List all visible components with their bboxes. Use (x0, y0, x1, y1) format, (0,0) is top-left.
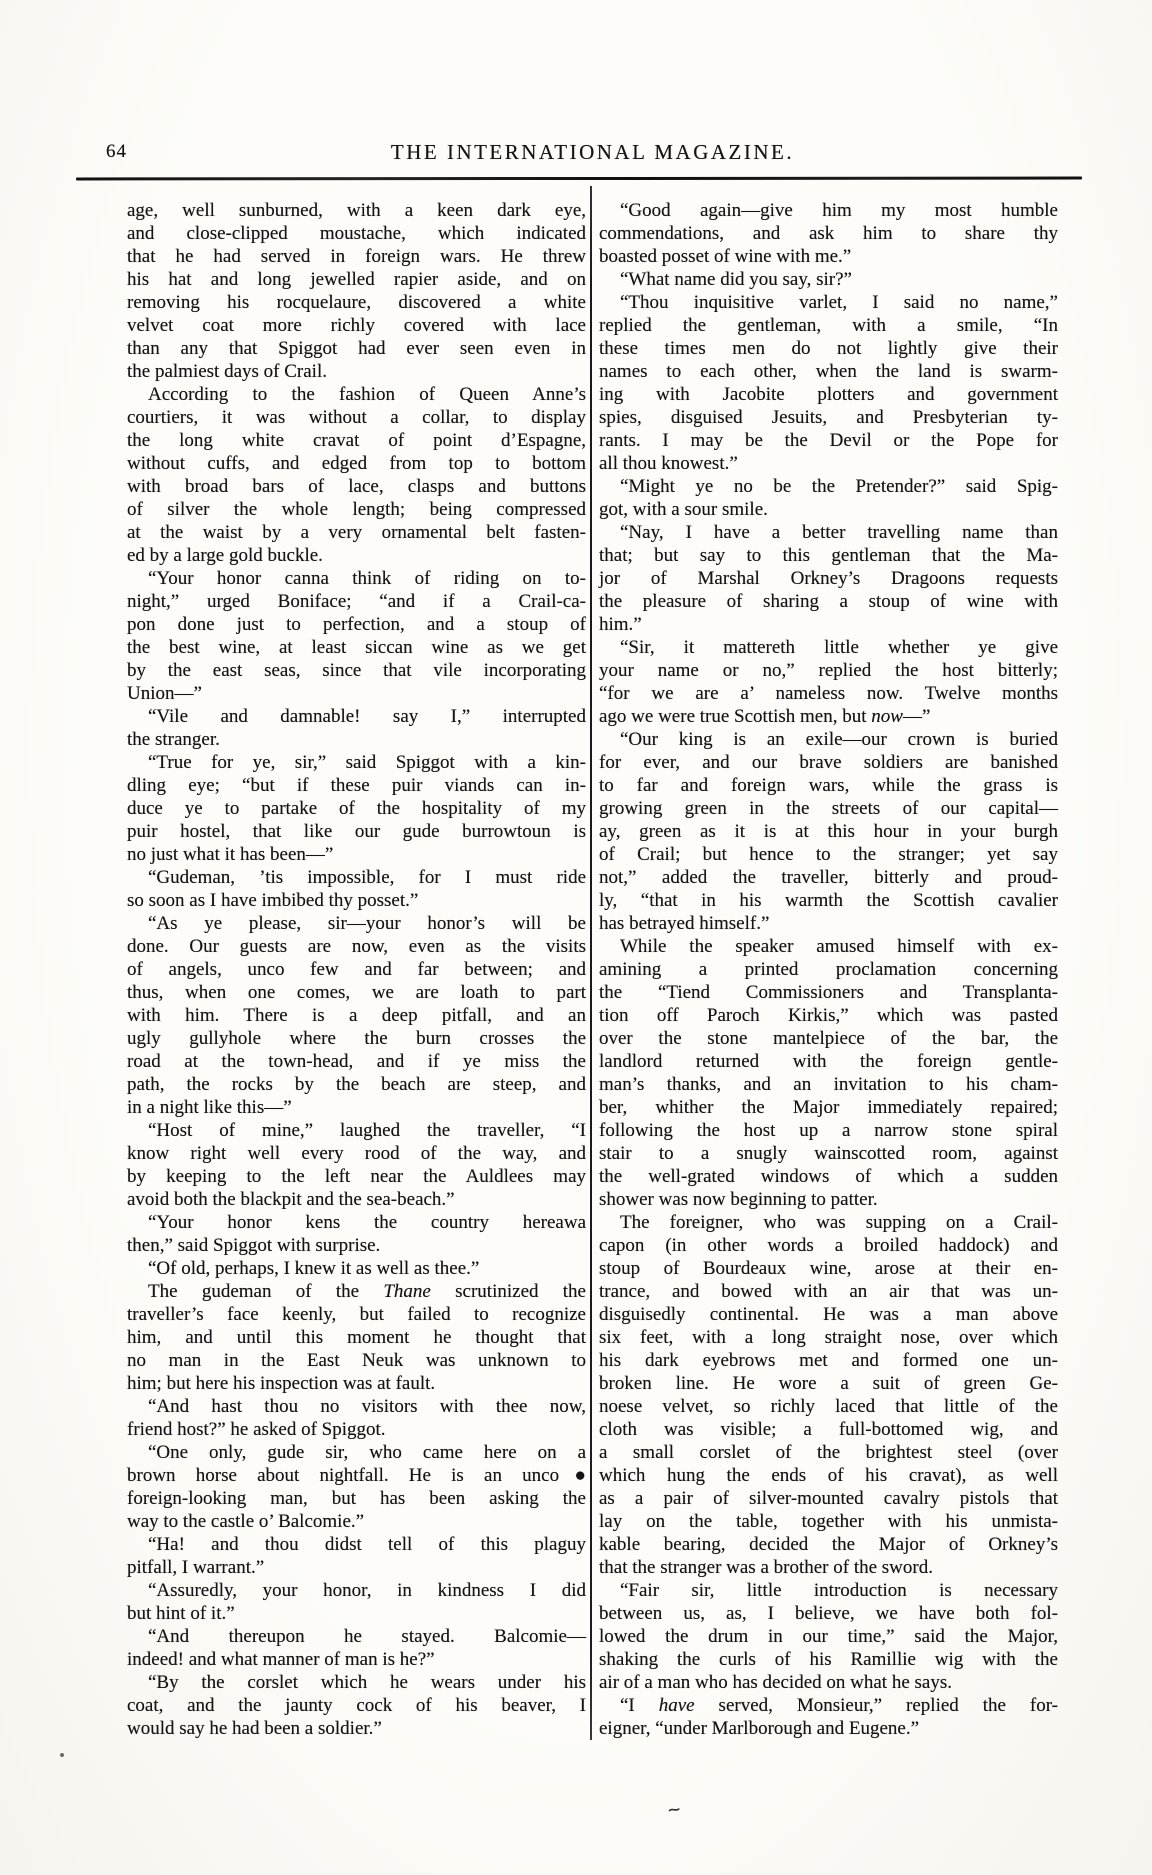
text-line: road at the town-head, and if ye miss the (127, 1051, 586, 1072)
text-line: him.” (599, 614, 642, 635)
text-line: duce ye to partake of the hospitality of my (127, 798, 586, 819)
text-line: coat, and the jaunty cock of his beaver, I (127, 1695, 586, 1716)
text-line: his dark eyebrows met and formed one un- (599, 1350, 1058, 1371)
text-line: eigner, “under Marlborough and Eugene.” (599, 1718, 920, 1739)
text-line: “Might ye no be the Pretender?” said Spig- (620, 476, 1058, 497)
text-line: by the east seas, since that vile incorporating (127, 660, 586, 681)
text-line: According to the fashion of Queen Anne’s (148, 384, 586, 405)
text-line: boasted posset of wine with me.” (599, 246, 852, 267)
text-line: “Of old, perhaps, I knew it as well as thee.” (148, 1258, 480, 1279)
ink-dot (60, 1753, 64, 1757)
text-line: velvet coat more richly covered with lace (127, 315, 586, 336)
text-line: lowed the drum in our time,” said the Major, (599, 1626, 1058, 1647)
text-line: growing green in the streets of our capital— (599, 798, 1058, 819)
text-line: landlord returned with the foreign gentle- (599, 1051, 1058, 1072)
text-line: pon done just to perfection, and a stoup of (127, 614, 586, 635)
text-line: to far and foreign wars, while the grass is (599, 775, 1058, 796)
text-line: “Our king is an exile—our crown is buried (620, 729, 1058, 750)
text-line: “By the corslet which he wears under his (148, 1672, 586, 1693)
text-line: ly, “that in his warmth the Scottish cavalier (599, 890, 1058, 911)
text-line: “Ha! and thou didst tell of this plaguy (148, 1534, 586, 1555)
text-line: tion off Paroch Kirkis,” which was pasted (599, 1005, 1058, 1026)
text-line: following the host up a narrow stone spiral (599, 1120, 1058, 1141)
text-line: for ever, and our brave soldiers are banished (599, 752, 1058, 773)
text-line: foreign-looking man, but has been asking the (127, 1488, 586, 1509)
text-line: broken line. He wore a suit of green Ge- (599, 1373, 1058, 1394)
text-line: would say he had been a soldier.” (127, 1718, 382, 1739)
text-line: ed by a large gold buckle. (127, 545, 323, 566)
text-line: “for we are a’ nameless now. Twelve months (599, 683, 1058, 704)
text-line: not,” added the traveller, bitterly and proud- (599, 867, 1058, 888)
text-line: traveller’s face keenly, but failed to recognize (127, 1304, 586, 1325)
text-line: by keeping to the left near the Auldlees may (127, 1166, 586, 1187)
text-line: him; but here his inspection was at fault. (127, 1373, 436, 1394)
text-line: got, with a sour smile. (599, 499, 768, 520)
text-line: “What name did you say, sir?” (620, 269, 852, 290)
text-line: shower was now beginning to patter. (599, 1189, 878, 1210)
ink-smudge: ~ (666, 1801, 683, 1819)
text-line: The foreigner, who was supping on a Crail- (620, 1212, 1058, 1233)
text-line: amining a printed proclamation concerning (599, 959, 1058, 980)
text-line: no just what it has been—” (127, 844, 334, 865)
text-line: ago we were true Scottish men, but now—” (599, 706, 931, 727)
text-line: but hint of it.” (127, 1603, 235, 1624)
text-line: no man in the East Neuk was unknown to (127, 1350, 586, 1371)
text-line: with broad bars of lace, clasps and buttons (127, 476, 586, 497)
magazine-title: THE INTERNATIONAL MAGAZINE. (390, 140, 795, 164)
text-line: stoup of Bourdeaux wine, arose at their en- (599, 1258, 1058, 1279)
text-line: “And thereupon he stayed. Balcomie— (148, 1626, 586, 1647)
page-number: 64 (106, 141, 127, 162)
text-line: your name or no,” replied the host bitterly; (599, 660, 1058, 681)
text-line: that he had served in foreign wars. He threw (127, 246, 586, 267)
text-line: names to each other, when the land is swarm- (599, 361, 1058, 382)
text-line: the well-grated windows of which a sudden (599, 1166, 1058, 1187)
text-line: a small corslet of the brightest steel (over (599, 1442, 1058, 1463)
text-line: indeed! and what manner of man is he?” (127, 1649, 435, 1670)
text-line: rants. I may be the Devil or the Pope for (599, 430, 1058, 451)
text-line: “And hast thou no visitors with thee now, (148, 1396, 586, 1417)
text-line: avoid both the blackpit and the sea-beach.” (127, 1189, 455, 1210)
text-line: which hung the ends of his cravat), as well (599, 1465, 1058, 1486)
text-line: these times men do not lightly give their (599, 338, 1058, 359)
text-line: “Your honor canna think of riding on to- (148, 568, 586, 589)
text-line: “I have served, Monsieur,” replied the for- (620, 1695, 1058, 1716)
right-column (599, 199, 1058, 1740)
text-line: While the speaker amused himself with ex- (620, 936, 1058, 957)
text-line: “Nay, I have a better travelling name than (620, 522, 1058, 543)
text-line: Union—” (127, 683, 202, 704)
text-line: night,” urged Boniface; “and if a Crail-ca- (127, 591, 586, 612)
text-line: “Host of mine,” laughed the traveller, “I (148, 1120, 586, 1141)
text-line: “True for ye, sir,” said Spiggot with a kin- (148, 752, 586, 773)
text-line: of Crail; but hence to the stranger; yet say (599, 844, 1058, 865)
text-line: way to the castle o’ Balcomie.” (127, 1511, 365, 1532)
text-line: cloth was visible; a full-bottomed wig, and (599, 1419, 1058, 1440)
text-line: than any that Spiggot had ever seen even in (127, 338, 586, 359)
text-line: all thou knowest.” (599, 453, 738, 474)
text-line: pitfall, I warrant.” (127, 1557, 265, 1578)
text-line: that; but say to this gentleman that the Ma- (599, 545, 1058, 566)
text-line: path, the rocks by the beach are steep, and (127, 1074, 586, 1095)
text-line: the “Tiend Commissioners and Transplanta- (599, 982, 1058, 1003)
text-line: trance, and bowed with an air that was un- (599, 1281, 1058, 1302)
text-line: “As ye please, sir—your honor’s will be (148, 913, 586, 934)
text-line: with him. There is a deep pitfall, and an (127, 1005, 586, 1026)
text-line: over the stone mantelpiece of the bar, the (599, 1028, 1058, 1049)
text-line: “Gudeman, ’tis impossible, for I must ride (148, 867, 586, 888)
text-line: man’s thanks, and an invitation to his cham- (599, 1074, 1058, 1095)
text-line: at the waist by a very ornamental belt fasten- (127, 522, 586, 543)
text-line: the stranger. (127, 729, 220, 750)
text-line: his hat and long jewelled rapier aside, and on (127, 269, 586, 290)
text-line: done. Our guests are now, even as the visits (127, 936, 586, 957)
text-line: ing with Jacobite plotters and government (599, 384, 1058, 405)
text-line: “One only, gude sir, who came here on a (148, 1442, 586, 1463)
text-line: the pleasure of sharing a stoup of wine with (599, 591, 1058, 612)
text-line: that the stranger was a brother of the sword. (599, 1557, 933, 1578)
text-line: puir hostel, that like our gude burrowtoun is (127, 821, 586, 842)
left-column (127, 199, 586, 1740)
text-line: “Your honor kens the country hereawa (148, 1212, 586, 1233)
text-line: the palmiest days of Crail. (127, 361, 327, 382)
text-line: thus, when one comes, we are loath to part (127, 982, 586, 1003)
text-line: ugly gullyhole where the burn crosses the (127, 1028, 586, 1049)
text-line: six feet, with a long straight nose, over which (599, 1327, 1058, 1348)
text-line: “Vile and damnable! say I,” interrupted (148, 706, 586, 727)
text-line: replied the gentleman, with a smile, “In (599, 315, 1058, 336)
text-line: noese velvet, so richly laced that little of the (599, 1396, 1058, 1417)
text-line: know right well every rood of the way, and (127, 1143, 586, 1164)
text-line: friend host?” he asked of Spiggot. (127, 1419, 386, 1440)
text-line: capon (in other words a broiled haddock) and (599, 1235, 1058, 1256)
text-line: stair to a snugly wainscotted room, against (599, 1143, 1058, 1164)
text-line: so soon as I have imbibed thy posset.” (127, 890, 419, 911)
text-line: “Good again—give him my most humble (620, 200, 1058, 221)
text-line: ay, green as it is at this hour in your burgh (599, 821, 1058, 842)
text-line: “Sir, it mattereth little whether ye give (620, 637, 1058, 658)
text-line: courtiers, it was without a collar, to display (127, 407, 586, 428)
text-line: between us, as, I believe, we have both fol- (599, 1603, 1058, 1624)
text-line: jor of Marshal Orkney’s Dragoons requests (599, 568, 1058, 589)
text-line: spies, disguised Jesuits, and Presbyterian ty- (599, 407, 1058, 428)
text-line: kable bearing, decided the Major of Orkney’s (599, 1534, 1058, 1555)
text-line: removing his rocquelaure, discovered a white (127, 292, 586, 313)
text-line: “Thou inquisitive varlet, I said no name,” (620, 292, 1058, 313)
text-line: air of a man who has decided on what he says. (599, 1672, 952, 1693)
text-line: in a night like this—” (127, 1097, 292, 1118)
text-line: “Fair sir, little introduction is necessary (620, 1580, 1058, 1601)
text-line: dling eye; “but if these puir viands can in- (127, 775, 586, 796)
text-line: commendations, and ask him to share thy (599, 223, 1058, 244)
text-line: “Assuredly, your honor, in kindness I did (148, 1580, 586, 1601)
text-line: disguisedly continental. He was a man above (599, 1304, 1058, 1325)
text-line: the best wine, at least siccan wine as we get (127, 637, 586, 658)
text-line: of silver the whole length; being compressed (127, 499, 586, 520)
text-line: shaking the curls of his Ramillie wig with the (599, 1649, 1058, 1670)
text-line: without cuffs, and edged from top to bottom (127, 453, 586, 474)
text-line: of angels, unco few and far between; and (127, 959, 586, 980)
text-line: and close-clipped moustache, which indicated (127, 223, 586, 244)
text-line: The gudeman of the Thane scrutinized the (148, 1281, 586, 1302)
column-divider (590, 186, 592, 1740)
header-rule (76, 177, 1082, 181)
text-line: ber, whither the Major immediately repaired; (599, 1097, 1058, 1118)
text-line: age, well sunburned, with a keen dark eye, (127, 200, 586, 221)
text-line: as a pair of silver-mounted cavalry pistols that (599, 1488, 1058, 1509)
text-line: then,” said Spiggot with surprise. (127, 1235, 381, 1256)
text-line: has betrayed himself.” (599, 913, 770, 934)
text-line: lay on the table, together with his unmista- (599, 1511, 1058, 1532)
text-line: the long white cravat of point d’Espagne, (127, 430, 586, 451)
text-line: him, and until this moment he thought that (127, 1327, 586, 1348)
text-line: brown horse about nightfall. He is an unco● (127, 1465, 586, 1486)
